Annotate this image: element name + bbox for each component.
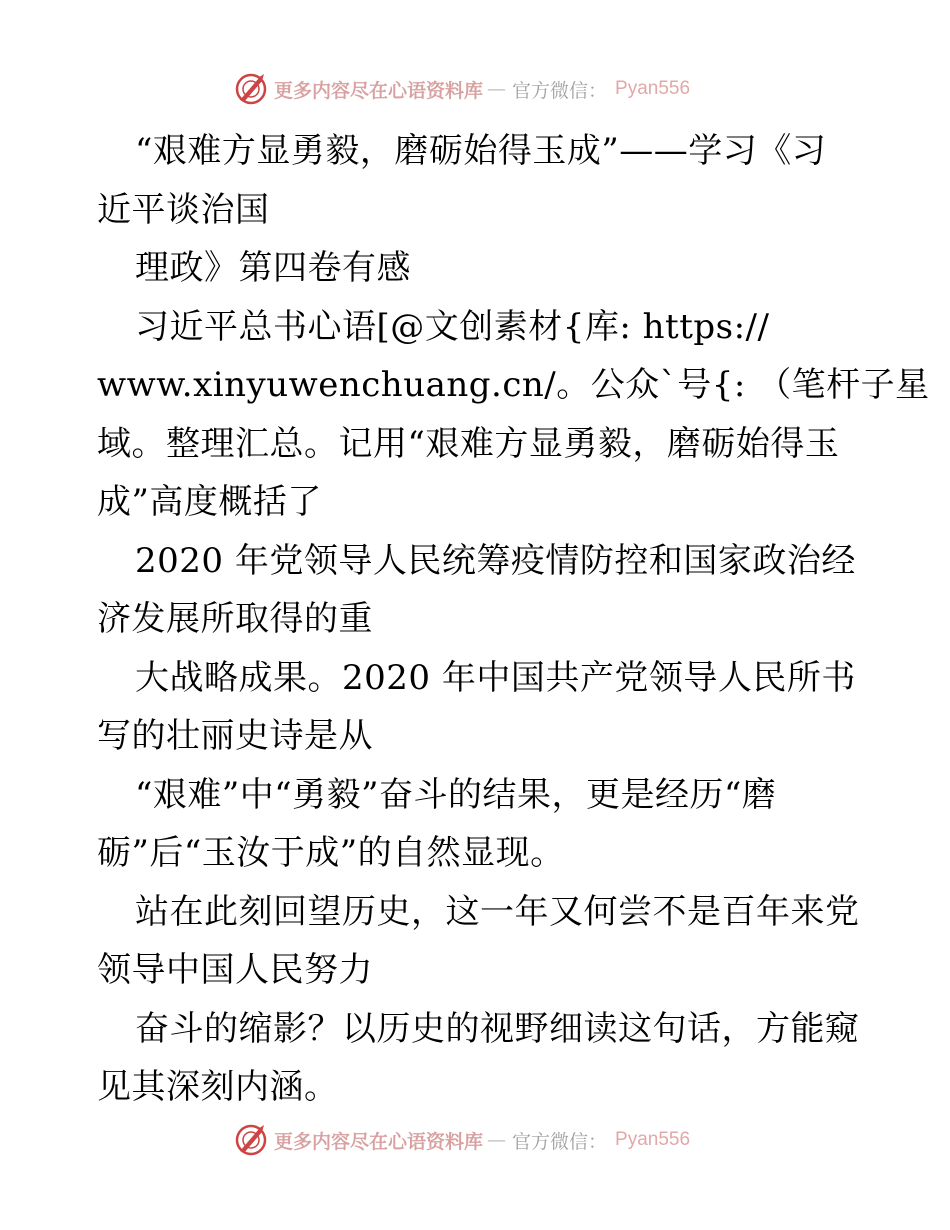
body-line: 见其深刻内涵。 [97, 1067, 339, 1107]
body-line: 济发展所取得的重 [97, 599, 373, 639]
header-brand [234, 72, 690, 106]
body-line: 大战略成果。2020 年中国共产党领导人民所书 [135, 657, 856, 698]
body-line: 域。整理汇总。记用“艰难方显勇毅，磨砺始得玉 [97, 423, 840, 464]
body-line: “艰难方显勇毅，磨砺始得玉成”——学习《习 [135, 131, 827, 171]
wechat-account: Pyan556 [615, 1129, 691, 1150]
brand-slogan: 更多内容尽在心语资料库 [274, 79, 484, 102]
body-line: 理政》第四卷有感 [135, 248, 411, 288]
article-body [97, 122, 930, 1117]
footer-brand [234, 1123, 690, 1157]
body-line: 2020 年党领导人民统筹疫情防控和国家政治经 [135, 540, 856, 581]
body-line: 奋斗的缩影？以历史的视野细读这句话，方能窥 [135, 1008, 860, 1049]
body-line: “艰难”中“勇毅”奋斗的结果，更是经历“磨 [135, 774, 777, 815]
body-line: 近平谈治国 [97, 189, 270, 230]
body-line: 砺”后“玉汝于成”的自然显现。 [97, 833, 565, 873]
brand-separator: — [487, 78, 507, 100]
body-line: 站在此刻回望历史，这一年又何尝不是百年来党 [135, 891, 860, 932]
official-wechat-label: 官方微信： [512, 79, 608, 102]
official-wechat-label: 官方微信： [512, 1130, 608, 1153]
quill-pen-logo-icon [234, 1123, 268, 1157]
body-line: 成”高度概括了 [97, 482, 322, 522]
brand-separator: — [487, 1129, 507, 1151]
body-line: 写的壮丽史诗是从 [97, 716, 373, 756]
quill-pen-logo-icon [234, 72, 268, 106]
body-line: 领导中国人民努力 [97, 950, 373, 990]
wechat-account: Pyan556 [615, 78, 691, 99]
brand-slogan: 更多内容尽在心语资料库 [274, 1130, 484, 1153]
body-line: 习近平总书心语[@文创素材{库: https:// [135, 306, 770, 347]
body-line: www.xinyuwenchuang.cn/。公众`号{: （笔杆子星 [97, 365, 930, 405]
